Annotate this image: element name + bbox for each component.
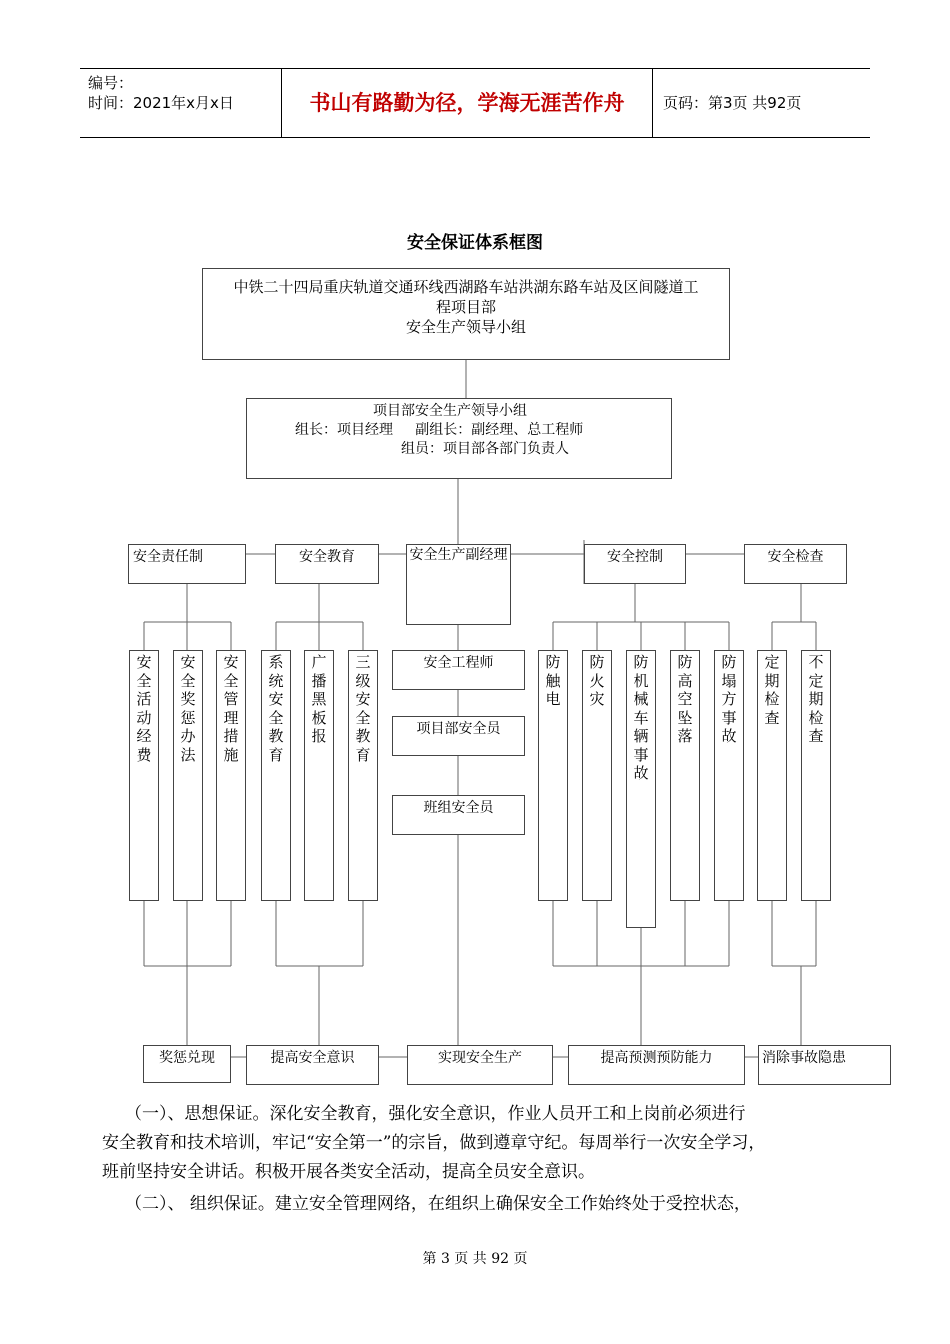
- top-box-line1: 中铁二十四局重庆轨道交通环线西湖路车站洪湖东路车站及区间隧道工: [233, 278, 699, 296]
- item-anti-collapse: 防 塌 方 事 故: [714, 650, 744, 901]
- para1-line3: 班前坚持安全讲话。积极开展各类安全活动，提高全员安全意识。: [102, 1162, 595, 1182]
- branch-education: 安全教育: [275, 544, 379, 584]
- item-irregular-inspection: 不 定 期 检 查: [801, 650, 831, 901]
- result-raise-awareness: 提高安全意识: [246, 1045, 379, 1085]
- chain-team-safety-officer: 班组安全员: [392, 795, 525, 835]
- top-box-line3: 安全生产领导小组: [405, 318, 526, 336]
- group-box-line3: 组员：项目部各部门负责人: [401, 441, 569, 457]
- chain-project-safety-officer: 项目部安全员: [392, 716, 525, 756]
- branch-vice-manager: 安全生产副经理: [406, 544, 511, 625]
- diagram-title: 安全保证体系框图: [407, 233, 543, 253]
- result-eliminate-hazards: 消除事故隐患: [758, 1045, 891, 1085]
- footer-page-number: 第 3 页 共 92 页: [422, 1251, 528, 1267]
- time-text: 时间：2021年x月x日: [88, 94, 234, 112]
- branch-inspection: 安全检查: [744, 544, 847, 584]
- motto: 书山有路勤为径，学海无涯苦作舟: [281, 69, 653, 137]
- item-anti-electric-shock: 防 触 电: [538, 650, 568, 901]
- chain-safety-engineer: 安全工程师: [392, 650, 525, 690]
- para1-line2: 安全教育和技术培训，牢记“安全第一”的宗旨，做到遵章守纪。每周举行一次安全学习，: [102, 1133, 766, 1153]
- para1-line1: （一）、思想保证。深化安全教育，强化安全意识，作业人员开工和上岗前必须进行: [125, 1104, 746, 1124]
- item-regular-inspection: 定 期 检 查: [757, 650, 787, 901]
- group-box: [246, 398, 672, 479]
- item-anti-high-fall: 防 高 空 坠 落: [670, 650, 700, 901]
- item-broadcast-blackboard: 广 播 黑 板 报: [304, 650, 334, 901]
- item-activity-funds: 安 全 活 动 经 费: [129, 650, 159, 901]
- item-three-level-education: 三 级 安 全 教 育: [348, 650, 378, 901]
- item-anti-vehicle-accident: 防 机 械 车 辆 事 故: [626, 650, 656, 928]
- item-management-measures: 安 全 管 理 措 施: [216, 650, 246, 901]
- item-system-education: 系 统 安 全 教 育: [261, 650, 291, 901]
- result-prediction-ability: 提高预测预防能力: [568, 1045, 745, 1085]
- group-box-line2: 组长：项目经理 副组长：副经理、总工程师: [295, 422, 584, 438]
- branch-responsibility: 安全责任制: [128, 544, 246, 584]
- group-box-line1: 项目部安全生产领导小组: [373, 403, 527, 419]
- item-reward-punishment: 安 全 奖 惩 办 法: [173, 650, 203, 901]
- para2-line1: （二）、 组织保证。建立安全管理网络，在组织上确保安全工作始终处于受控状态，: [125, 1194, 751, 1214]
- page-info: 页码：第3页 共92页: [663, 94, 802, 112]
- result-reward-fulfil: 奖惩兑现: [143, 1045, 231, 1083]
- item-anti-fire: 防 火 灾: [582, 650, 612, 901]
- top-leadership-box: [202, 268, 730, 360]
- result-safe-production: 实现安全生产: [407, 1045, 553, 1085]
- branch-control: 安全控制: [584, 544, 686, 584]
- code-label: 编号：: [88, 74, 134, 92]
- top-box-line2: 程项目部: [435, 298, 496, 316]
